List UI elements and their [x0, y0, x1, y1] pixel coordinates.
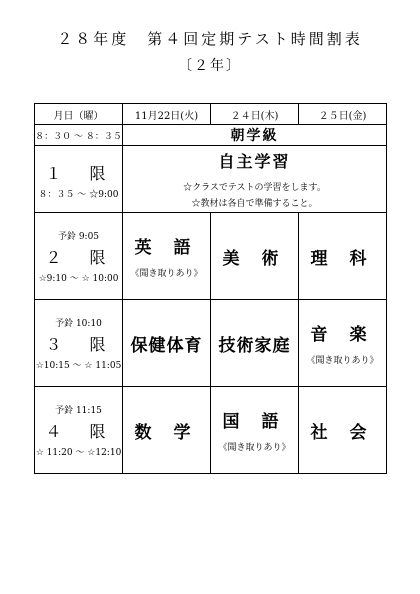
self-study-title: 自主学習 — [218, 152, 291, 171]
period4-day1: 数 学 — [123, 387, 211, 474]
period1-info — [35, 146, 123, 213]
period2-time: ☆9:10 〜 ☆ 10:00 — [38, 273, 119, 284]
header-day1: 11月22日(火) — [123, 104, 211, 125]
period3-day3: 音 楽 《聞き取りあり》 — [299, 300, 387, 387]
timetable — [34, 103, 387, 474]
period2-info — [35, 213, 123, 300]
period3-day1: 保健体育 — [123, 300, 211, 387]
period4-time: ☆ 11:20 〜 ☆12:10 — [35, 447, 122, 458]
period3-label: ３ 限 — [45, 334, 112, 354]
period2-label: ２ 限 — [45, 247, 112, 267]
page-title: ２８年度 第４回定期テスト時間割表 — [57, 30, 363, 48]
header-day2: ２４日(木) — [211, 104, 299, 125]
period2-day2: 美 術 — [211, 213, 299, 300]
period3-row — [35, 300, 387, 387]
period4-info — [35, 387, 123, 474]
period2-bell: 予鈴 9:05 — [57, 231, 100, 242]
period4-row — [35, 387, 387, 474]
header-row — [35, 104, 387, 125]
period2-row — [35, 213, 387, 300]
period4-bell: 予鈴 11:15 — [55, 405, 102, 416]
period3-time: ☆10:15 〜 ☆ 11:05 — [35, 360, 122, 371]
self-study-note-1: ☆クラスでテストの学習をします。 — [183, 183, 326, 193]
period1-label: １ 限 — [45, 164, 112, 183]
period4-day2: 国 語 《聞き取りあり》 — [211, 387, 299, 474]
period3-bell: 予鈴 10:10 — [55, 318, 102, 329]
period2-day1: 英 語 《聞き取りあり》 — [123, 213, 211, 300]
period4-day3: 社 会 — [299, 387, 387, 474]
morning-time: ８：３０ 〜 ８：３５ — [35, 125, 123, 146]
period3-day2: 技術家庭 — [211, 300, 299, 387]
self-study-cell — [123, 146, 387, 213]
grade-label: 〔２年〕 — [178, 58, 242, 74]
morning-row — [35, 125, 387, 146]
morning-activity: 朝学級 — [123, 125, 387, 146]
header-date-label: 月日（曜） — [35, 104, 123, 125]
period1-time: ８：３５ 〜 ☆9:00 — [38, 190, 119, 200]
self-study-note-2: ☆教材は各自で準備すること。 — [191, 199, 318, 209]
period3-info — [35, 300, 123, 387]
period2-day3: 理 科 — [299, 213, 387, 300]
period4-label: ４ 限 — [45, 421, 112, 441]
period1-row — [35, 146, 387, 213]
header-day3: ２５日(金) — [299, 104, 387, 125]
